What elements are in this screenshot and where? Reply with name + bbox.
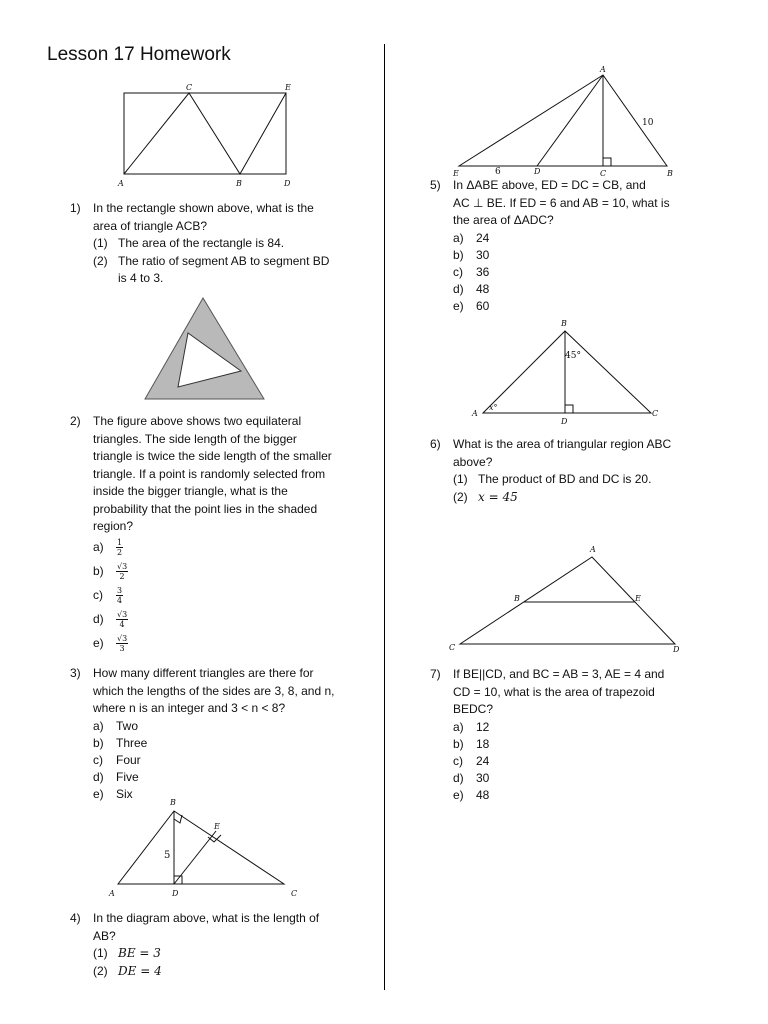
question-number: 7) [430,667,441,681]
label-D: D [284,179,291,188]
label-C: C [600,169,607,178]
answer-option[interactable]: a) Two [93,718,139,733]
label-B: B [667,169,673,178]
question-text: How many different triangles are there for [93,666,314,680]
answer-option[interactable]: b) 30 [453,247,490,262]
question-number: 3) [70,666,81,680]
label-C: C [186,83,193,92]
figure-triangle-4 [100,795,310,900]
figure-triangles [140,295,270,405]
statement-text: x = 45 [478,489,518,504]
statement-text: BE = 3 [118,946,161,960]
statement-label: (1) [453,472,468,486]
label-C: C [652,409,659,418]
statement-text: DE = 4 [118,963,162,978]
label-B: B [170,798,176,807]
label-side-6: 6 [495,167,501,177]
statement-label: (2) [453,489,468,504]
label-B: B [236,179,242,188]
page-title: Lesson 17 Homework [47,44,231,65]
right-angle-C [603,158,611,166]
question-text: AB? [93,928,116,943]
fraction: $\frac{√3}{3}$ [117,634,128,653]
question-number: 5) [430,178,441,192]
answer-option[interactable]: c) Four [93,752,141,767]
label-E: E [635,594,641,603]
answer-option[interactable]: e) $\frac{√3}{3}$ [93,634,128,653]
label-D: D [561,417,568,426]
label-A: A [109,889,115,898]
question-text: triangle is twice the side length of the smaller [93,449,332,463]
fraction: $\frac{√3}{4}$ [117,610,128,629]
triangle-ABC [483,331,651,413]
answer-option[interactable]: a) 12 [453,719,490,734]
answer-option[interactable]: b) Three [93,735,148,750]
answer-option[interactable]: c) 36 [453,264,490,279]
label-D: D [673,645,680,654]
question-5 [430,177,760,322]
label-B: B [514,594,520,603]
answer-option[interactable]: c) $\frac{3}{4}$ [93,586,123,605]
triangle-ACD [460,557,675,644]
figure-triangle-6 [465,315,665,430]
figure-triangle-5 [445,62,690,180]
question-text: probability that the point lies in the shaded [93,501,318,516]
segment-AD [537,75,603,166]
statement-label: (2) [93,253,108,268]
answer-option[interactable]: e) 60 [453,298,490,313]
label-A: A [472,409,478,418]
answer-option[interactable]: c) 24 [453,753,490,768]
answer-option[interactable]: e) 48 [453,787,490,802]
label-A: A [590,545,596,554]
answer-option[interactable]: b) $\frac{√3}{2}$ [93,562,128,581]
answer-option[interactable]: b) 18 [453,736,490,751]
question-text: BEDC? [453,702,494,716]
answer-option[interactable]: d) Five [93,769,139,784]
question-text: The figure above shows two equilateral [93,414,302,428]
question-text: triangle. If a point is randomly selected from [93,466,326,481]
question-number: 2) [70,414,81,428]
label-E: E [285,83,291,92]
question-text: region? [93,519,134,533]
question-2 [70,413,380,668]
question-text: What is the area of triangular region ABC [453,437,672,451]
label-angle-45: 45° [565,351,581,361]
right-angle-D [565,405,573,413]
question-text: In the diagram above, what is the length of [93,911,320,925]
question-7 [430,666,760,811]
label-D: D [172,889,179,898]
label-C: C [291,889,298,898]
question-number: 1) [70,201,81,215]
question-text: above? [453,454,493,469]
question-text: CD = 10, what is the area of trapezoid [453,684,655,699]
answer-option[interactable]: e) Six [93,786,133,801]
triangle-ABE [459,75,667,166]
label-D: D [534,167,541,176]
answer-option[interactable]: d) $\frac{√3}{4}$ [93,610,128,629]
question-text: AC ⊥ BE. If ED = 6 and AB = 10, what is [453,195,670,210]
rectangle-shape [124,93,286,174]
fraction: $\frac{√3}{2}$ [117,562,128,581]
answer-option[interactable]: a) $\frac{1}{2}$ [93,538,123,557]
fraction: $\frac{3}{4}$ [117,586,123,605]
question-6 [430,436,760,511]
statement-text: The ratio of segment AB to segment BD [118,253,330,268]
question-text: If BE||CD, and BC = AB = 3, AE = 4 and [453,667,665,681]
answer-option[interactable]: d) 30 [453,770,490,785]
question-1 [70,200,380,290]
question-number: 4) [70,911,81,925]
question-number: 6) [430,437,441,451]
statement-label: (1) [93,236,108,250]
triangle-ABC [118,811,284,884]
statement-text: is 4 to 3. [118,271,164,285]
question-text: which the lengths of the sides are 3, 8, and n, [93,683,335,698]
question-text: the area of ΔADC? [453,213,554,227]
label-E: E [453,169,459,178]
label-E: E [214,822,220,831]
column-divider [384,44,385,990]
question-text: inside the bigger triangle, what is the [93,484,288,498]
label-angle-x: x° [489,403,498,412]
statement-label: (2) [93,963,108,978]
question-text: area of triangle ACB? [93,218,208,233]
question-text: In the rectangle shown above, what is the [93,201,314,215]
right-angle-B [174,815,182,823]
question-text: In ΔABE above, ED = DC = CB, and [453,178,646,192]
statement-text: The product of BD and DC is 20. [478,472,652,486]
label-A: A [118,179,124,188]
label-side-5: 5 [164,850,171,861]
question-4 [70,910,380,985]
fraction: $\frac{1}{2}$ [117,538,123,557]
label-A: A [600,65,606,74]
statement-text: The area of the rectangle is 84. [118,236,285,250]
answer-option[interactable]: d) 48 [453,281,490,296]
label-C: C [449,643,456,652]
label-side-10: 10 [642,118,654,128]
zigzag-lines [124,93,286,174]
label-B: B [561,319,567,328]
question-text: where n is an integer and 3 < n < 8? [93,701,286,715]
answer-option[interactable]: a) 24 [453,230,490,245]
figure-triangle-7 [445,540,690,655]
statement-label: (1) [93,946,108,960]
figure-rectangle [112,80,302,192]
question-3 [70,665,380,805]
question-text: triangles. The side length of the bigger [93,431,297,446]
